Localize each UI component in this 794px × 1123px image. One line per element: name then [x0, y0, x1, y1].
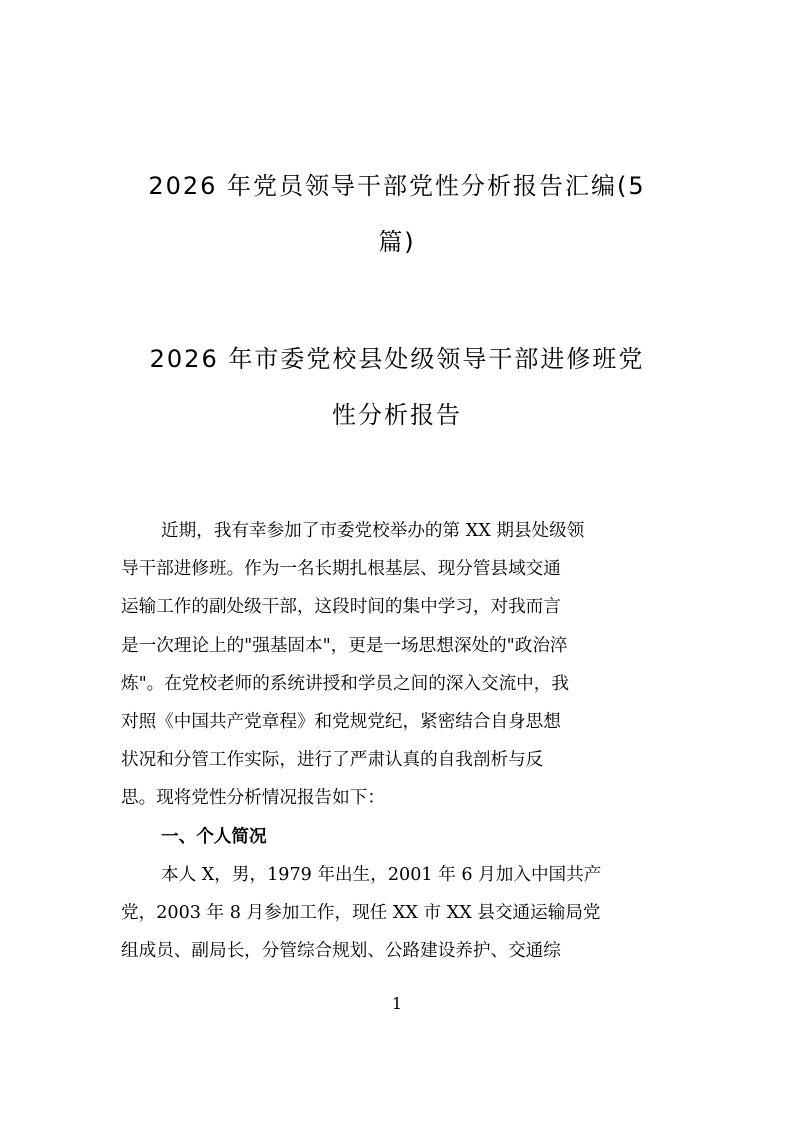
profile-line-1: 本人 X，男，1979 年出生，2001 年 6 月加入中国共产: [161, 864, 602, 885]
document-body: [121, 512, 663, 970]
intro-line-2: 导干部进修班。作为一名长期扎根基层、现分管县域交通: [121, 559, 561, 580]
intro-line-1: 近期，我有幸参加了市委党校举办的第 XX 期县处级领: [161, 521, 585, 541]
profile-line-2: 党，2003 年 8 月参加工作，现任 XX 市 XX 县交通运输局党: [121, 903, 601, 924]
subtitle-line-2: 性分析报告: [332, 401, 462, 429]
intro-paragraph: [121, 512, 663, 818]
document-subtitle: [100, 331, 694, 443]
main-title-line-1: 2026 年党员领导干部党性分析报告汇编(5: [148, 172, 646, 200]
profile-paragraph: [121, 856, 663, 971]
document-main-title: [100, 158, 694, 270]
page-number: 1: [391, 994, 403, 1013]
intro-line-8: 思。现将党性分析情况报告如下：: [121, 788, 385, 809]
intro-line-6: 对照《中国共产党章程》和党规党纪，紧密结合自身思想: [121, 712, 561, 733]
profile-line-3: 组成员、副局长，分管综合规划、公路建设养护、交通综: [121, 941, 561, 962]
intro-line-3: 运输工作的副处级干部，这段时间的集中学习，对我而言: [121, 597, 561, 618]
section-heading-personal-profile: 一、个人简况: [161, 826, 267, 847]
intro-line-4: 是一次理论上的"强基固本"，更是一场思想深处的"政治淬: [121, 635, 568, 656]
main-title-line-2: 篇): [378, 228, 416, 256]
intro-line-7: 状况和分管工作实际，进行了严肃认真的自我剖析与反: [121, 750, 544, 771]
subtitle-line-1: 2026 年市委党校县处级领导干部进修班党: [149, 345, 645, 373]
intro-line-5: 炼"。在党校老师的系统讲授和学员之间的深入交流中，我: [121, 673, 569, 694]
